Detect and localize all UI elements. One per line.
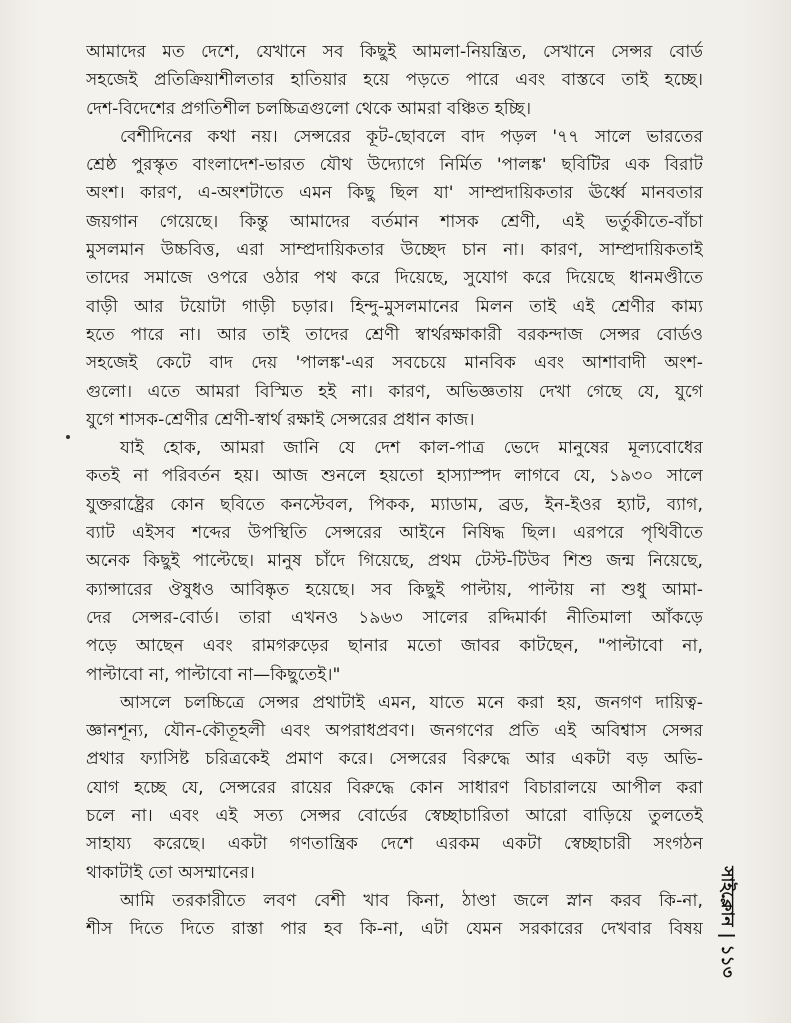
text-line: যুগে শাসক-শ্রেণীর শ্রেণী-স্বার্থ রক্ষাই সেন্সরের প্রধান কাজ। [86,409,475,430]
text-line: কতই না পরিবর্তন হয়। আজ শুনলে হয়তো হাস্যাস্পদ লাগবে যে, ১৯৩০ সালে [86,466,703,487]
text-line: গুলো। এতে আমরা বিস্মিত হই না। কারণ, অভিজ্ঞতায় দেখা গেছে যে, যুগে [86,381,703,402]
text-line: দের সেন্সর-বোর্ড। তারা এখনও ১৯৬৩ সালের রদ্দিমার্কা নীতিমালা আঁকড়ে [86,607,703,628]
text-line: আমি তরকারীতে লবণ বেশী খাব কিনা, ঠাণ্ডা জলে স্নান করব কি-না, [120,890,703,911]
text-line: আসলে চলচ্চিত্রে সেন্সর প্রথাটাই এমন, যাতে মনে করা হয়, জনগণ দায়িত্ব- [120,692,703,713]
text-line: শ্রেষ্ঠ পুরস্কৃত বাংলাদেশ-ভারত যৌথ উদ্যোগে নির্মিত 'পালঙ্ক' ছবিটির এক বিরাট [86,155,703,176]
body-text [86,38,703,944]
text-line: জয়গান গেয়েছে। কিন্তু আমাদের বর্তমান শাসক শ্রেণী, এই ভর্তুকীতে-বাঁচা [86,211,703,232]
text-line: যোগ হচ্ছে যে, সেন্সরের রায়ের বিরুদ্ধে কোন সাধারণ বিচারালয়ে আপীল করা [86,777,703,798]
text-line: সহজেই কেটে বাদ দেয় 'পালঙ্ক'-এর সবচেয়ে মানবিক এবং আশাবাদী অংশ- [86,353,703,374]
text-line: অংশ। কারণ, এ-অংশটাতে এমন কিছু ছিল যা' সাম্প্রদায়িকতার ঊর্ধ্বে মানবতার [86,183,703,204]
text-line: প্রথার ফ্যাসিষ্ট চরিত্রকেই প্রমাণ করে। সেন্সরের বিরুদ্ধে আর একটা বড় অভি- [86,749,703,770]
text-line: যুক্তরাষ্ট্রের কোন ছবিতে কনস্টেবল, পিকক, ম্যাডাম, ব্রড, ইন-ইওর হ্যাট, ব্যাগ, [86,494,703,515]
text-line: পড়ে আছেন এবং রামগরুড়ের ছানার মতো জাবর কাটছেন, "পাল্টাবো না, [86,636,703,657]
text-line: শীস দিতে দিতে রাস্তা পার হব কি-না, এটা যেমন সরকারের দেখবার বিষয় [86,919,703,940]
text-line: ব্যাট এইসব শব্দের উপস্থিতি সেন্সরের আইনে নিষিদ্ধ ছিল। এরপরে পৃথিবীতে [86,523,703,544]
text-line: চলে না। এবং এই সত্য সেন্সর বোর্ডের স্বেচ্ছাচারিতা আরো বাড়িয়ে তুলতেই [86,806,703,827]
text-line: তাদের সমাজে ওপরে ওঠার পথ করে দিয়েছে, সুযোগ করে দিয়েছে ধানমণ্ডীতে [86,268,703,289]
text-line: জ্ঞানশূন্য, যৌন-কৌতূহলী এবং অপরাধপ্রবণ। জনগণের প্রতি এই অবিশ্বাস সেন্সর [86,721,703,742]
text-line: আমাদের মত দেশে, যেখানে সব কিছুই আমলা-নিয়ন্ত্রিত, সেখানে সেন্সর বোর্ড [86,42,703,62]
text-line: যাই হোক, আমরা জানি যে দেশ কাল-পাত্র ভেদে মানুষের মূল্যবোধের [120,438,703,459]
text-line: হতে পারে না। আর তাই তাদের শ্রেণী স্বার্থরক্ষাকারী বরকন্দাজ সেন্সর বোর্ডও [86,324,703,345]
text-line: অনেক কিছুই পাল্টেছে। মানুষ চাঁদে গিয়েছে, প্রথম টেস্ট-টিউব শিশু জন্ম নিয়েছে, [86,551,703,572]
text-line: দেশ-বিদেশের প্রগতিশীল চলচ্চিত্রগুলো থেকে আমরা বঞ্চিত হচ্ছি। [86,98,532,119]
text-line: থাকাটাই তো অসম্মানের। [86,862,255,883]
running-footer [706,842,746,1002]
text-line: ক্যান্সারের ঔষুধও আবিষ্কৃত হয়েছে। সব কিছুই পাল্টায়, পাল্টায় না শুধু আমা- [86,579,703,600]
ink-mark [66,435,70,439]
page-number-label: সাইক্লোন | ১১৩ [717,866,737,978]
text-line: বাড়ী আর টয়োটা গাড়ী চড়ার। হিন্দু-মুসলমানের মিলন তাই এই শ্রেণীর কাম্য [86,296,703,317]
text-line: বেশীদিনের কথা নয়। সেন্সরের কূট-ছোবলে বাদ পড়ল '৭৭ সালে ভারতের [120,126,703,147]
text-line: সহজেই প্রতিক্রিয়াশীলতার হাতিয়ার হয়ে পড়তে পারে এবং বাস্তবে তাই হচ্ছে। [86,70,703,91]
text-line: সাহায্য করেছে। একটা গণতান্ত্রিক দেশে এরকম একটা স্বেচ্ছাচারী সংগঠন [86,834,703,855]
text-line: মুসলমান উচ্চবিত্ত, এরা সাম্প্রদায়িকতার উচ্ছেদ চান না। কারণ, সাম্প্রদায়িকতাই [86,240,703,261]
text-line: পাল্টাবো না, পাল্টাবো না—কিছুতেই।" [86,664,341,685]
